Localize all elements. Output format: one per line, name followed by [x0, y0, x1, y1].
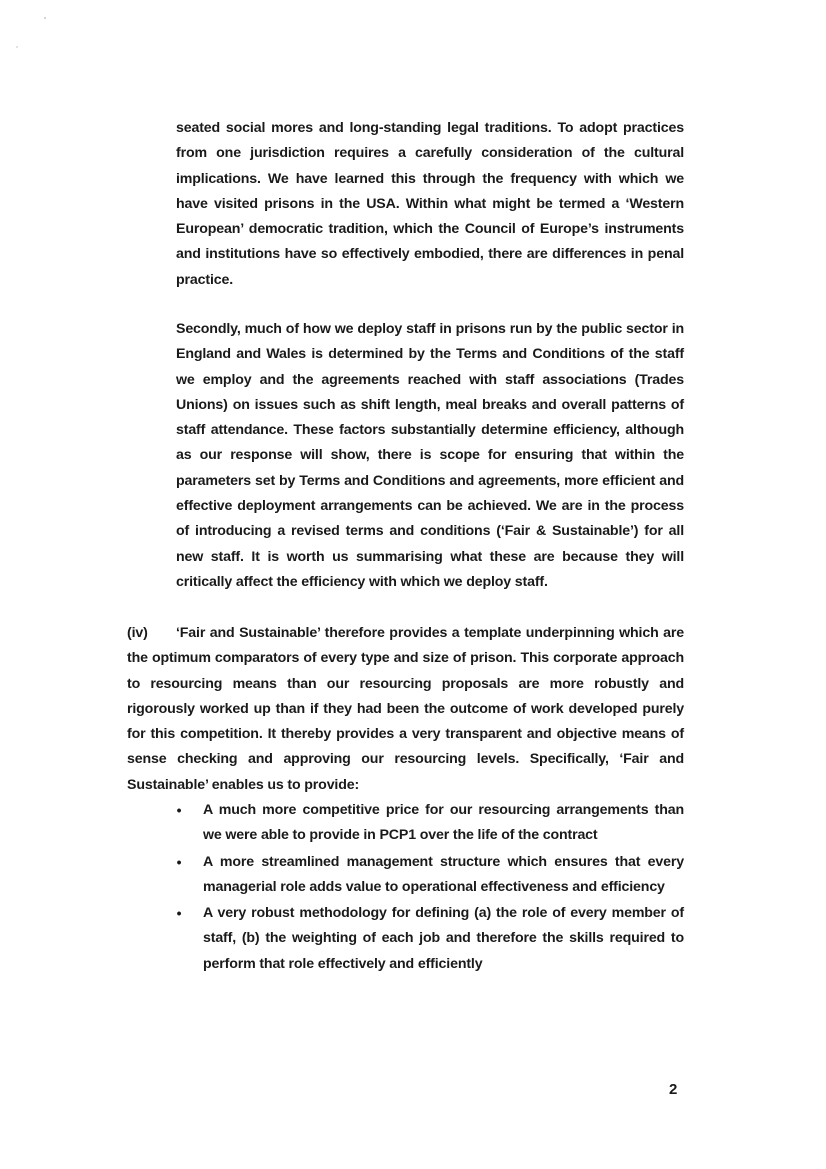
paragraph-continued: seated social mores and long-standing legal traditions. To adopt practices from one jurisdiction requires a carefully consideration of the cultural implications. We have learned this through the frequency with which we have visited prisons in the USA. Within what might be termed a ‘Western European’ democratic tradition, which the Council of Europe’s instruments and institutions have so effectively embodied, there are differences in penal practice.: [176, 120, 684, 288]
section-iv-paragraph: [127, 621, 684, 798]
bullet-icon: •: [176, 802, 182, 818]
section-numeral: (iv): [127, 625, 148, 641]
list-item: [176, 798, 684, 849]
bullet-icon: •: [176, 853, 182, 870]
bullet-text: A more streamlined management structure which ensures that every managerial role adds value to operational effectiveness and efficiency: [203, 853, 684, 895]
page-number: 2: [669, 1081, 678, 1098]
list-item: [176, 901, 684, 977]
list-item: [176, 850, 684, 901]
scan-speck: [16, 46, 18, 48]
scan-speck: [44, 17, 46, 19]
bullet-text: A very robust methodology for defining (a) the role of every member of staff, (b) the weighting of each job and therefore the skills required to perform that role effectively and efficiently: [203, 905, 684, 972]
paragraph-secondly: Secondly, much of how we deploy staff in prisons run by the public sector in England and Wales is determined by the Terms and Conditions of the staff we employ and the agreements reached with staff associations (Trades Unions) on issues such as shift length, meal breaks and overall patterns of staff attendance. These factors substantially determine efficiency, although as our response will show, there is scope for ensuring that within the parameters set by Terms and Conditions and agreements, more efficient and effective deployment arrangements can be achieved. We are in the process of introducing a revised terms and conditions (‘Fair & Sustainable’) for all new staff. It is worth us summarising what these are because they will critically affect the efficiency with which we deploy staff.: [176, 321, 684, 590]
bullet-list: [176, 798, 684, 978]
section-iv-text: ‘Fair and Sustainable’ therefore provides a template underpinning which are the optimum comparators of every type and size of prison. This corporate approach to resourcing means than our resourcing proposals are more robustly and rigorously worked up than if they had been the outcome of work developed purely for this competition. It thereby provides a very transparent and objective means of sense checking and approving our resourcing levels. Specifically, ‘Fair and Sustainable’ enables us to provide:: [127, 625, 684, 793]
bullet-icon: •: [176, 905, 182, 922]
bullet-text: A much more competitive price for our resourcing arrangements than we were able to provide in PCP1 over the life of the contract: [203, 802, 684, 844]
